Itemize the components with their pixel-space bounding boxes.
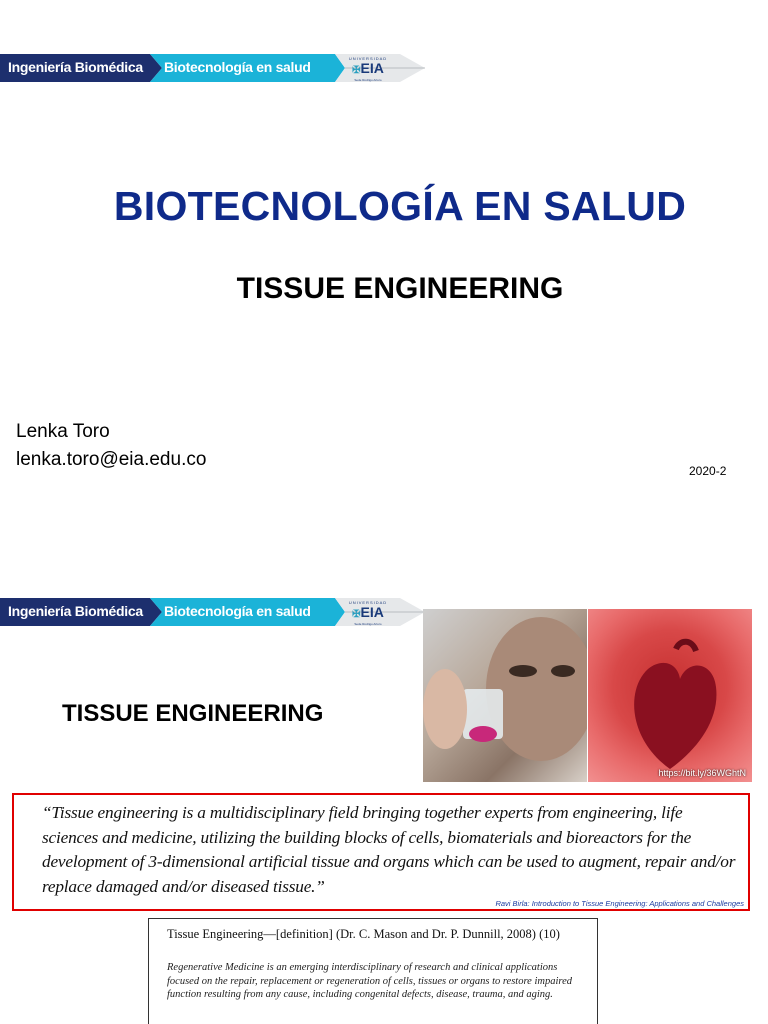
researcher-illustration [423,609,587,782]
eia-logo: UNIVERSIDAD ✠EIA Sede Rodrigo Arturo [348,600,388,626]
logo-mark-icon: ✠ [352,65,361,76]
definition-body: Regenerative Medicine is an emerging interdisciplinary of research and clinical applications focused on the repair, replacement or regeneration of cells, tissues or organs to restore impaired function resulting from any cause, including congenital defects, disease, trauma, and aging. [167,962,572,1000]
department-label: Ingeniería Biomédica [8,59,143,75]
logo-mark-icon: ✠ [352,609,361,620]
author-name: Lenka Toro [16,421,110,442]
definition-box [148,918,598,1024]
course-label: Biotecnología en salud [164,59,311,75]
definition-title: Tissue Engineering—[definition] (Dr. C. Mason and Dr. P. Dunnill, 2008) (10) [167,927,560,941]
slide-2 [0,550,768,1024]
header-banner [0,54,430,82]
author-block [16,418,206,474]
quote-box [12,793,750,911]
header-banner [0,598,430,626]
slide-title: TISSUE ENGINEERING [62,700,324,727]
eia-logo: UNIVERSIDAD ✠EIA Sede Rodrigo Arturo [348,56,388,82]
course-label: Biotecnología en salud [164,603,311,619]
slide-subtitle: TISSUE ENGINEERING [236,272,564,305]
quote-source: Ravi Birla: Introduction to Tissue Engineering: Applications and Challenges [495,899,744,908]
slide-title: BIOTECNOLOGÍA EN SALUD [113,183,687,229]
researcher-photo [423,609,587,782]
quote-text: “Tissue engineering is a multidisciplinary field bringing together experts from engineering, life sciences and medicine, utilizing the building blocks of cells, biomaterials and bioreactors for the development of 3-dimensional artificial tissue and organs which can be used to augment, repair and/or replace damaged and/or diseased tissue.” [42,803,736,896]
printed-heart-photo [588,609,752,782]
term-label: 2020-2 [689,464,727,478]
department-label: Ingeniería Biomédica [8,603,143,619]
photo-source-link[interactable]: https://bit.ly/36WGhtN [658,768,746,778]
author-email: lenka.toro@eia.edu.co [16,449,207,470]
printed-heart-illustration [588,609,752,782]
